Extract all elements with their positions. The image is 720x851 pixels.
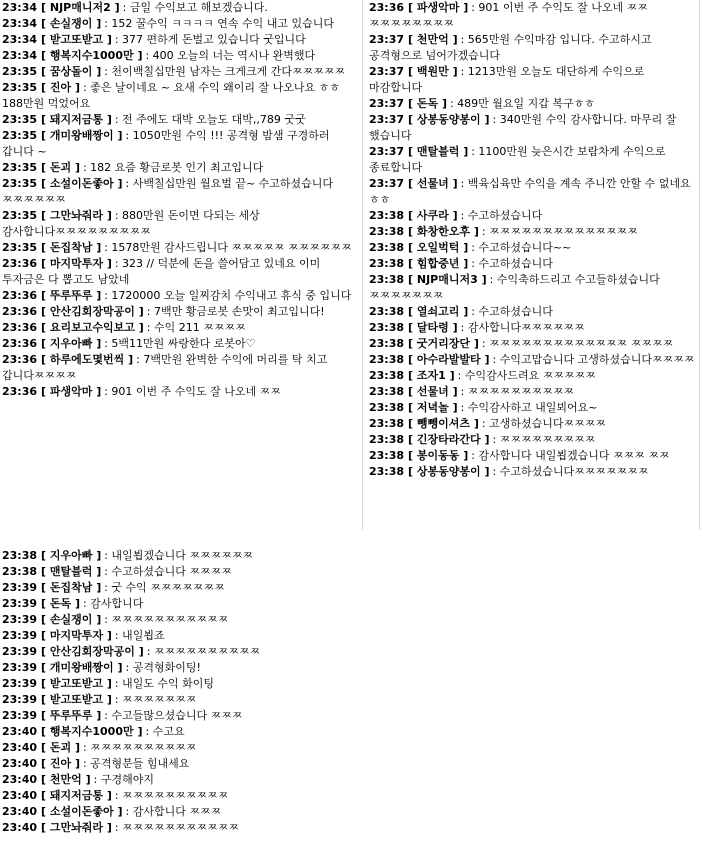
chat-message bbox=[2, 336, 362, 352]
message-timestamp: 23:36 bbox=[369, 1, 405, 14]
chat-message bbox=[2, 612, 362, 628]
chat-message bbox=[369, 352, 699, 368]
message-text: : 좋은 날이네요 ~ 요새 수익 왜이리 잘 나오나요 ㅎㅎ 188만원 먹었어요 bbox=[2, 81, 340, 110]
chat-message bbox=[369, 0, 699, 32]
message-timestamp: 23:36 bbox=[2, 257, 38, 270]
message-timestamp: 23:38 bbox=[369, 353, 405, 366]
message-timestamp: 23:39 bbox=[2, 677, 38, 690]
message-username: [ 진아 ] bbox=[41, 757, 80, 770]
message-username: [ 달타령 ] bbox=[408, 321, 458, 334]
message-timestamp: 23:38 bbox=[369, 241, 405, 254]
chat-message bbox=[2, 48, 362, 64]
message-username: [ NJP매니저3 ] bbox=[408, 273, 487, 286]
chat-message bbox=[2, 660, 362, 676]
message-username: [ 굿거리장단 ] bbox=[408, 337, 479, 350]
message-text: : 901 이번 주 수익도 잘 나오네 ㅉㅉ bbox=[104, 385, 281, 398]
message-username: [ 열쇠고리 ] bbox=[408, 305, 469, 318]
message-username: [ 돼지저금통 ] bbox=[41, 789, 112, 802]
message-text: : 340만원 수익 감사합니다. 마무리 잘 했습니다 bbox=[369, 113, 677, 142]
chat-message bbox=[369, 272, 699, 304]
message-username: [ 하루에도몇번씩 ] bbox=[41, 353, 134, 366]
message-timestamp: 23:39 bbox=[2, 693, 38, 706]
message-username: [ 뚜루뚜루 ] bbox=[41, 709, 102, 722]
message-timestamp: 23:37 bbox=[369, 97, 405, 110]
message-timestamp: 23:36 bbox=[2, 305, 38, 318]
message-username: [ 지우아빠 ] bbox=[41, 337, 102, 350]
message-username: [ 그만놔줘라 ] bbox=[41, 209, 112, 222]
message-username: [ 돈독 ] bbox=[41, 597, 80, 610]
message-text: : 감사합니다 bbox=[82, 597, 144, 610]
chat-message bbox=[2, 208, 362, 240]
message-text: : 수익축하드리고 수고들하셨습니다 ㅉㅉㅉㅉㅉㅉㅉ bbox=[369, 273, 660, 302]
message-timestamp: 23:39 bbox=[2, 613, 38, 626]
message-username: [ 요리보고수익보고 ] bbox=[41, 321, 144, 334]
chat-message bbox=[369, 304, 699, 320]
message-username: [ 조자1 ] bbox=[408, 369, 455, 382]
chat-message bbox=[2, 772, 362, 788]
chat-message bbox=[2, 288, 362, 304]
message-timestamp: 23:40 bbox=[2, 757, 38, 770]
message-username: [ 돈독 ] bbox=[408, 97, 447, 110]
chat-message bbox=[369, 112, 699, 144]
message-username: [ 개미왕배짱이 ] bbox=[41, 129, 123, 142]
chat-message bbox=[2, 708, 362, 724]
message-text: : ㅉㅉㅉㅉㅉㅉㅉㅉㅉㅉㅉㅉㅉ ㅉㅉㅉㅉ bbox=[481, 337, 674, 350]
chat-message bbox=[2, 160, 362, 176]
message-text: : 7백만 황금로봇 손맛이 최고입니다! bbox=[146, 305, 325, 318]
chat-message bbox=[2, 352, 362, 384]
message-text: : 고생하셨습니다ㅉㅉㅉㅉ bbox=[481, 417, 606, 430]
message-timestamp: 23:39 bbox=[2, 645, 38, 658]
chat-message bbox=[2, 320, 362, 336]
message-timestamp: 23:38 bbox=[369, 369, 405, 382]
chat-message bbox=[2, 16, 362, 32]
message-username: [ NJP매니저2 ] bbox=[41, 1, 120, 14]
message-text: : 수익 211 ㅉㅉㅉㅉ bbox=[146, 321, 246, 334]
message-username: [ 진아 ] bbox=[41, 81, 80, 94]
chat-message bbox=[2, 304, 362, 320]
message-username: [ 저녁놀 ] bbox=[408, 401, 458, 414]
chat-message bbox=[2, 724, 362, 740]
chat-log-panel-bottom bbox=[0, 548, 362, 851]
message-timestamp: 23:38 bbox=[2, 549, 38, 562]
panel-divider bbox=[699, 0, 700, 530]
message-username: [ 맨탈블럭 ] bbox=[41, 565, 102, 578]
message-timestamp: 23:39 bbox=[2, 709, 38, 722]
message-timestamp: 23:38 bbox=[369, 209, 405, 222]
message-text: : 880만원 돈이면 다되는 세상 감사합니다ㅉㅉㅉㅉㅉㅉㅉㅉㅉ bbox=[2, 209, 260, 238]
chat-message bbox=[369, 368, 699, 384]
chat-message bbox=[369, 64, 699, 96]
message-timestamp: 23:38 bbox=[369, 449, 405, 462]
message-username: [ 힘합중년 ] bbox=[408, 257, 469, 270]
message-timestamp: 23:35 bbox=[2, 129, 38, 142]
message-timestamp: 23:38 bbox=[369, 337, 405, 350]
chat-message bbox=[2, 384, 362, 400]
message-timestamp: 23:36 bbox=[2, 353, 38, 366]
message-timestamp: 23:35 bbox=[2, 161, 38, 174]
message-timestamp: 23:38 bbox=[2, 565, 38, 578]
chat-message bbox=[2, 756, 362, 772]
message-text: : 공격형화이팅! bbox=[125, 661, 201, 674]
message-username: [ 지우아빠 ] bbox=[41, 549, 102, 562]
message-username: [ 상봉동양봉이 ] bbox=[408, 113, 490, 126]
message-timestamp: 23:38 bbox=[369, 433, 405, 446]
message-timestamp: 23:40 bbox=[2, 789, 38, 802]
chat-message bbox=[369, 448, 699, 464]
message-username: [ 그만놔줘라 ] bbox=[41, 821, 112, 834]
message-timestamp: 23:38 bbox=[369, 257, 405, 270]
message-text: : 수익감사드려요 ㅉㅉㅉㅉㅉ bbox=[457, 369, 596, 382]
chat-message bbox=[2, 580, 362, 596]
message-timestamp: 23:34 bbox=[2, 49, 38, 62]
message-timestamp: 23:39 bbox=[2, 581, 38, 594]
message-timestamp: 23:40 bbox=[2, 805, 38, 818]
message-timestamp: 23:36 bbox=[2, 337, 38, 350]
chat-message bbox=[2, 788, 362, 804]
message-text: : 내일뵙겠습니다 ㅉㅉㅉㅉㅉㅉ bbox=[104, 549, 254, 562]
message-timestamp: 23:37 bbox=[369, 65, 405, 78]
chat-message bbox=[2, 128, 362, 160]
message-text: : 1050만원 수익 !!! 공격형 밤샘 구경하러 갑니다 ~ bbox=[2, 129, 330, 158]
message-timestamp: 23:37 bbox=[369, 33, 405, 46]
chat-message bbox=[369, 400, 699, 416]
chat-message bbox=[369, 464, 699, 480]
message-username: [ 손실쟁이 ] bbox=[41, 613, 102, 626]
message-text: : 수고들많으셨습니다 ㅉㅉㅉ bbox=[104, 709, 243, 722]
message-username: [ 손실쟁이 ] bbox=[41, 17, 102, 30]
chat-message bbox=[2, 644, 362, 660]
message-timestamp: 23:40 bbox=[2, 773, 38, 786]
message-username: [ 안산김회장막공이 ] bbox=[41, 645, 144, 658]
message-timestamp: 23:36 bbox=[2, 289, 38, 302]
message-text: : 내일뵙죠 bbox=[114, 629, 165, 642]
message-username: [ 돈집착남 ] bbox=[41, 241, 102, 254]
message-timestamp: 23:35 bbox=[2, 209, 38, 222]
message-username: [ 긴장타라간다 ] bbox=[408, 433, 490, 446]
chat-message bbox=[2, 64, 362, 80]
message-username: [ 꿈상돌이 ] bbox=[41, 65, 102, 78]
message-username: [ 돈괴 ] bbox=[41, 161, 80, 174]
message-text: : 400 오늘의 너는 역시나 완벽했다 bbox=[145, 49, 316, 62]
message-username: [ 행복지수1000만 ] bbox=[41, 725, 143, 738]
message-username: [ 아수라발발타 ] bbox=[408, 353, 490, 366]
message-username: [ 개미왕배짱이 ] bbox=[41, 661, 123, 674]
message-timestamp: 23:38 bbox=[369, 401, 405, 414]
message-text: : 굿 수익 ㅉㅉㅉㅉㅉㅉㅉ bbox=[104, 581, 225, 594]
message-timestamp: 23:37 bbox=[369, 145, 405, 158]
message-text: : 구경해야지 bbox=[93, 773, 154, 786]
message-username: [ 파생악마 ] bbox=[408, 1, 469, 14]
message-text: : ㅉㅉㅉㅉㅉㅉㅉㅉㅉㅉ bbox=[146, 645, 261, 658]
message-text: : ㅉㅉㅉㅉㅉㅉㅉㅉㅉㅉㅉㅉㅉㅉ bbox=[481, 225, 638, 238]
message-text: : 1578만원 감사드립니다 ㅉㅉㅉㅉㅉ ㅉㅉㅉㅉㅉㅉ bbox=[104, 241, 352, 254]
message-timestamp: 23:38 bbox=[369, 225, 405, 238]
message-text: : 감사합니다ㅉㅉㅉㅉㅉㅉ bbox=[460, 321, 585, 334]
message-username: [ 안산김회장막공이 ] bbox=[41, 305, 144, 318]
chat-message bbox=[369, 208, 699, 224]
message-text: : 내일도 수익 화이팅 bbox=[114, 677, 215, 690]
chat-message bbox=[2, 676, 362, 692]
message-text: : 수고하셨습니다 ㅉㅉㅉㅉ bbox=[104, 565, 232, 578]
message-text: : 1213만원 오늘도 대단하게 수익으로 마감합니다 bbox=[369, 65, 645, 94]
message-username: [ 선물녀 ] bbox=[408, 385, 458, 398]
message-username: [ 마지막투자 ] bbox=[41, 257, 112, 270]
chat-message bbox=[369, 224, 699, 240]
message-username: [ 상봉동양봉이 ] bbox=[408, 465, 490, 478]
message-text: : ㅉㅉㅉㅉㅉㅉㅉㅉㅉㅉㅉ bbox=[114, 821, 239, 834]
chat-message bbox=[369, 432, 699, 448]
chat-message bbox=[369, 384, 699, 400]
message-text: : 백육십육만 수익을 계속 주니깐 안할 수 없네요 ㅎㅎ bbox=[369, 177, 691, 206]
message-text: : ㅉㅉㅉㅉㅉㅉㅉㅉㅉ bbox=[492, 433, 596, 446]
message-username: [ 파생악마 ] bbox=[41, 385, 102, 398]
message-text: : 565만원 수익마감 입니다. 수고하시고 공격형으로 넘어가겠습니다 bbox=[369, 33, 652, 62]
chat-log-panel-right bbox=[367, 0, 699, 530]
message-text: : 수고하셨습니다 bbox=[460, 209, 543, 222]
message-timestamp: 23:40 bbox=[2, 821, 38, 834]
message-timestamp: 23:35 bbox=[2, 65, 38, 78]
message-text: : ㅉㅉㅉㅉㅉㅉㅉㅉㅉㅉ bbox=[460, 385, 575, 398]
message-text: : 수고하셨습니다 bbox=[471, 305, 553, 318]
chat-message bbox=[2, 628, 362, 644]
message-username: [ 오일벅턱 ] bbox=[408, 241, 469, 254]
chat-message bbox=[2, 596, 362, 612]
message-username: [ 선물녀 ] bbox=[408, 177, 458, 190]
message-timestamp: 23:40 bbox=[2, 725, 38, 738]
message-text: : 수고하셨습니다ㅉㅉㅉㅉㅉㅉㅉ bbox=[492, 465, 649, 478]
message-text: : 천이백칠십만원 남자는 크게크게 간다ㅉㅉㅉㅉㅉ bbox=[104, 65, 346, 78]
message-text: : 수고하셨습니다~~ bbox=[471, 241, 572, 254]
message-timestamp: 23:34 bbox=[2, 17, 38, 30]
message-username: [ 뺑뺑이셔츠 ] bbox=[408, 417, 479, 430]
message-timestamp: 23:39 bbox=[2, 597, 38, 610]
chat-message bbox=[369, 144, 699, 176]
message-timestamp: 23:35 bbox=[2, 241, 38, 254]
chat-message bbox=[369, 240, 699, 256]
message-username: [ 백원만 ] bbox=[408, 65, 458, 78]
message-timestamp: 23:38 bbox=[369, 305, 405, 318]
chat-message bbox=[2, 256, 362, 288]
chat-message bbox=[2, 176, 362, 208]
chat-message bbox=[2, 112, 362, 128]
chat-message bbox=[369, 32, 699, 64]
message-username: [ 소설이돈좋아 ] bbox=[41, 177, 123, 190]
chat-message bbox=[2, 32, 362, 48]
message-text: : 전 주에도 대박 오늘도 대박,,789 굿굿 bbox=[114, 113, 306, 126]
message-text: : 7백만원 완벽한 수익에 머리를 탁 치고 갑니다ㅉㅉㅉㅉ bbox=[2, 353, 328, 382]
message-timestamp: 23:35 bbox=[2, 113, 38, 126]
chat-message bbox=[2, 820, 362, 836]
panel-divider bbox=[362, 0, 363, 530]
message-username: [ 받고또받고 ] bbox=[41, 33, 112, 46]
message-username: [ 사쿠라 ] bbox=[408, 209, 458, 222]
message-username: [ 맨탈블럭 ] bbox=[408, 145, 469, 158]
message-username: [ 돈괴 ] bbox=[41, 741, 80, 754]
message-text: : ㅉㅉㅉㅉㅉㅉㅉㅉㅉㅉ bbox=[114, 789, 229, 802]
message-text: : ㅉㅉㅉㅉㅉㅉㅉㅉㅉㅉ bbox=[82, 741, 197, 754]
message-timestamp: 23:40 bbox=[2, 741, 38, 754]
message-text: : 감사합니다 내일뵙겠습니다 ㅉㅉㅉ ㅉㅉ bbox=[471, 449, 670, 462]
message-timestamp: 23:36 bbox=[2, 385, 38, 398]
message-timestamp: 23:39 bbox=[2, 629, 38, 642]
message-text: : 수익감사하고 내일뵈어요~ bbox=[460, 401, 598, 414]
message-text: : 감사합니다 ㅉㅉㅉ bbox=[125, 805, 222, 818]
message-username: [ 천만억 ] bbox=[408, 33, 458, 46]
message-text: : 377 편하게 돈벌고 있습니다 굿입니다 bbox=[114, 33, 306, 46]
message-username: [ 마지막투자 ] bbox=[41, 629, 112, 642]
chat-message bbox=[369, 96, 699, 112]
message-username: [ 돼지저금통 ] bbox=[41, 113, 112, 126]
message-text: : 901 이번 주 수익도 잘 나오네 ㅉㅉ ㅉㅉㅉㅉㅉㅉㅉㅉ bbox=[369, 1, 648, 30]
message-timestamp: 23:34 bbox=[2, 33, 38, 46]
message-username: [ 봉이동동 ] bbox=[408, 449, 469, 462]
message-timestamp: 23:37 bbox=[369, 177, 405, 190]
chat-message bbox=[369, 320, 699, 336]
chat-message bbox=[2, 80, 362, 112]
chat-message bbox=[369, 176, 699, 208]
chat-message bbox=[2, 548, 362, 564]
message-text: : 수고하셨습니다 bbox=[471, 257, 553, 270]
message-timestamp: 23:38 bbox=[369, 417, 405, 430]
message-text: : 182 요즘 황금로봇 인기 최고입니다 bbox=[82, 161, 264, 174]
message-timestamp: 23:39 bbox=[2, 661, 38, 674]
chat-message bbox=[2, 804, 362, 820]
message-text: : 금일 수익보고 해보겠습니다. bbox=[122, 1, 268, 14]
chat-message bbox=[2, 0, 362, 16]
message-username: [ 소설이돈좋아 ] bbox=[41, 805, 123, 818]
message-timestamp: 23:35 bbox=[2, 81, 38, 94]
chat-log-panel-left bbox=[0, 0, 362, 530]
message-text: : 152 꿀수익 ㅋㅋㅋㅋ 연속 수익 내고 있습니다 bbox=[104, 17, 335, 30]
chat-message bbox=[369, 416, 699, 432]
chat-message bbox=[2, 240, 362, 256]
message-text: : 공격형분들 힘내세요 bbox=[82, 757, 190, 770]
message-text: : ㅉㅉㅉㅉㅉㅉㅉㅉㅉㅉㅉ bbox=[104, 613, 229, 626]
message-text: : 수고요 bbox=[145, 725, 185, 738]
message-username: [ 받고또받고 ] bbox=[41, 677, 112, 690]
message-username: [ 뚜루뚜루 ] bbox=[41, 289, 102, 302]
message-timestamp: 23:38 bbox=[369, 273, 405, 286]
message-text: : ㅉㅉㅉㅉㅉㅉㅉ bbox=[114, 693, 197, 706]
message-username: [ 받고또받고 ] bbox=[41, 693, 112, 706]
chat-message bbox=[2, 564, 362, 580]
message-text: : 1100만원 늦은시간 보람차게 수익으로 종료합니다 bbox=[369, 145, 666, 174]
chat-message bbox=[2, 692, 362, 708]
message-text: : 사백칠십만원 월요벌 끝~ 수고하셨습니다 ㅉㅉㅉㅉㅉㅉ bbox=[2, 177, 334, 206]
message-timestamp: 23:38 bbox=[369, 465, 405, 478]
message-text: : 수익고맙습니다 고생하셨습니다ㅉㅉㅉㅉ bbox=[492, 353, 695, 366]
message-username: [ 천만억 ] bbox=[41, 773, 91, 786]
message-text: : 489만 월요일 지갑 복구ㅎㅎ bbox=[449, 97, 595, 110]
message-timestamp: 23:38 bbox=[369, 385, 405, 398]
message-username: [ 화창한오후 ] bbox=[408, 225, 479, 238]
message-username: [ 행복지수1000만 ] bbox=[41, 49, 143, 62]
message-timestamp: 23:37 bbox=[369, 113, 405, 126]
message-timestamp: 23:38 bbox=[369, 321, 405, 334]
chat-message bbox=[2, 740, 362, 756]
message-text: : 5백11만원 싸랑한다 로봇아♡ bbox=[104, 337, 256, 350]
message-timestamp: 23:34 bbox=[2, 1, 38, 14]
chat-message bbox=[369, 256, 699, 272]
chat-message bbox=[369, 336, 699, 352]
message-username: [ 돈집착남 ] bbox=[41, 581, 102, 594]
message-timestamp: 23:35 bbox=[2, 177, 38, 190]
message-timestamp: 23:36 bbox=[2, 321, 38, 334]
message-text: : 323 // 덕분에 돈을 쓸어담고 있네요 이미 투자금은 다 뽑고도 남았네 bbox=[2, 257, 321, 286]
message-text: : 1720000 오늘 일찌감치 수익내고 휴식 중 입니다 bbox=[104, 289, 352, 302]
